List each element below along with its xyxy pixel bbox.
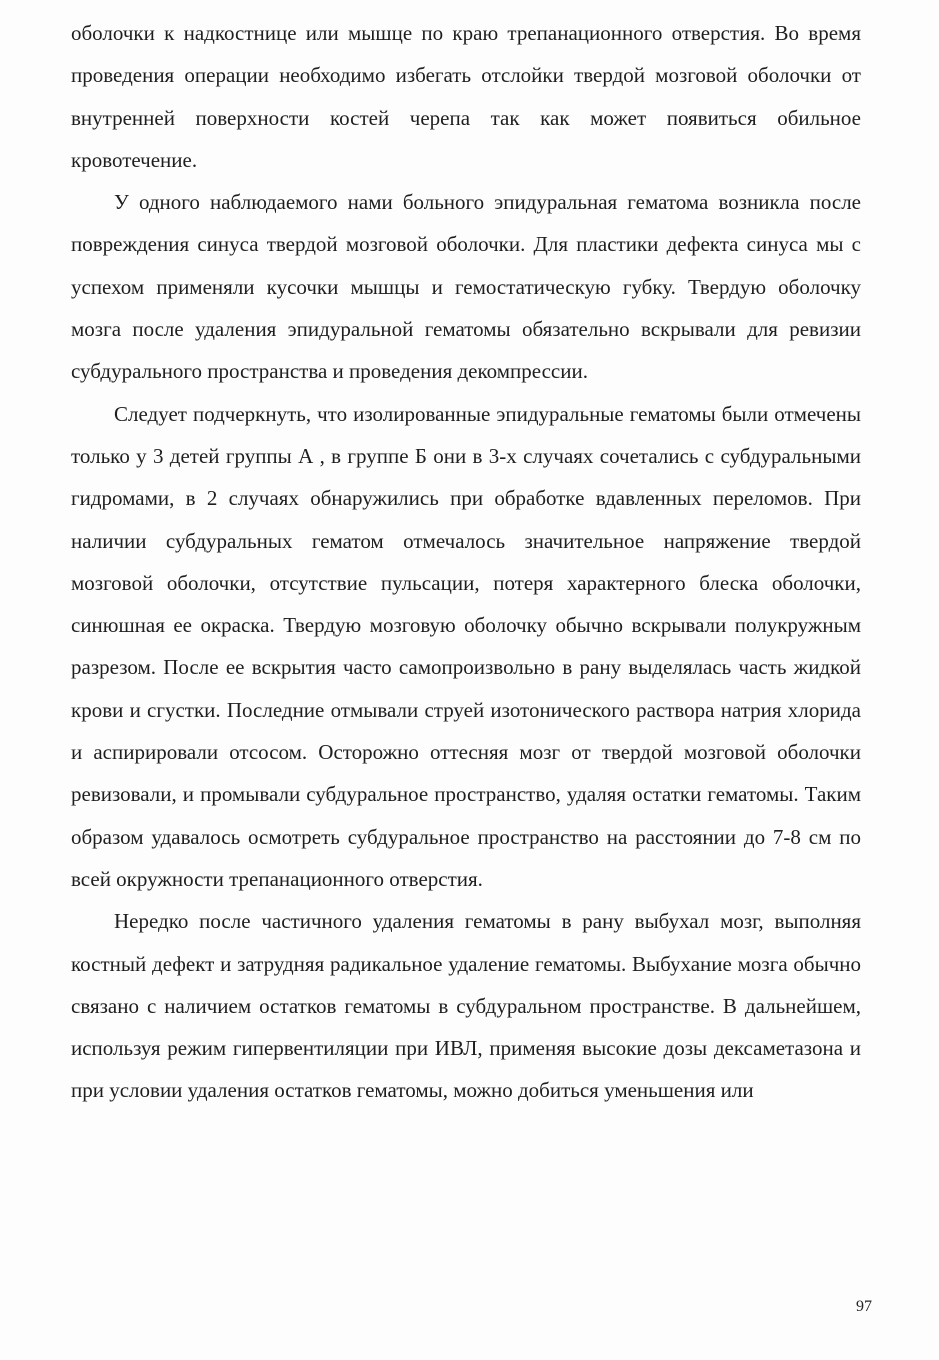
paragraph-brain-swelling: Нередко после частичного удаления гематомы в рану выбухал мозг, выполняя костный дефект и затрудняя радикальное удаление гематомы. Выбухание мозга обычно связано с наличием остатков гематомы в субдуральном пространстве. В дальнейшем, используя режим гипервентиляции при ИВЛ, применяя высокие дозы дексаметазона и при условии удаления остатков гематомы, можно добиться уменьшения или [71, 909, 861, 1103]
paragraph-continuation: оболочки к надкостнице или мышце по краю трепанационного отверстия. Во время проведения операции необходимо избегать отслойки твердой мозговой оболочки от внутренней поверхности костей черепа так как может появиться обильное кровотечение. [71, 21, 861, 172]
page-number: 97 [856, 1298, 872, 1315]
body-text [71, 12, 861, 1112]
paragraph-sinus-injury: У одного наблюдаемого нами больного эпидуральная гематома возникла после повреждения синуса твердой мозговой оболочки. Для пластики дефекта синуса мы с успехом применяли кусочки мышцы и гемостатическую губку. Твердую оболочку мозга после удаления эпидуральной гематомы обязательно вскрывали для ревизии субдурального пространства и проведения декомпрессии. [71, 190, 861, 384]
paragraph-isolated-hematomas: Следует подчеркнуть, что изолированные эпидуральные гематомы были отмечены только у 3 детей группы А , в группе Б они в 3-х случаях сочетались с субдуральными гидромами, в 2 случаях обнаружились при обработке вдавленных переломов. При наличии субдуральных гематом отмечалось значительное напряжение твердой мозговой оболочки, отсутствие пульсации, потеря характерного блеска оболочки, синюшная ее окраска. Твердую мозговую оболочку обычно вскрывали полукружным разрезом. После ее вскрытия часто самопроизвольно в рану выделялась часть жидкой крови и сгустки. Последние отмывали струей изотонического раствора натрия хлорида и аспирировали отсосом. Осторожно оттесняя мозг от твердой мозговой оболочки ревизовали, и промывали субдуральное пространство, удаляя остатки гематомы. Таким образом удавалось осмотреть субдуральное пространство на расстоянии до 7-8 см по всей окружности трепанационного отверстия. [71, 401, 861, 891]
